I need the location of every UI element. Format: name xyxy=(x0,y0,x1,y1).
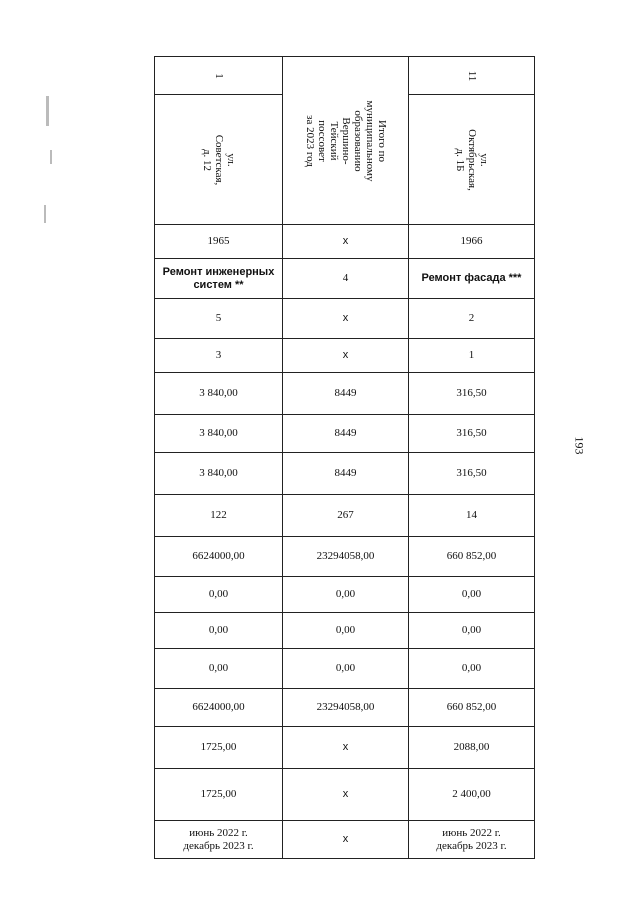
table-cell: 2 xyxy=(409,299,535,339)
table-cell: 4 xyxy=(283,259,409,299)
table-cell: 660 852,00 xyxy=(409,689,535,727)
table-cell: 1725,00 xyxy=(155,769,283,821)
table-row xyxy=(155,769,535,821)
table-cell: х xyxy=(283,225,409,259)
table-row xyxy=(155,495,535,537)
table-cell: 3 xyxy=(155,339,283,373)
table-row xyxy=(155,339,535,373)
column-number-row xyxy=(155,57,535,95)
table-row xyxy=(155,225,535,259)
table-cell: 316,50 xyxy=(409,373,535,415)
table-cell: 0,00 xyxy=(155,649,283,689)
scan-mark xyxy=(50,150,52,164)
table-row xyxy=(155,259,535,299)
table-cell: 1966 xyxy=(409,225,535,259)
table-cell: Ремонт фасада *** xyxy=(409,259,535,299)
total-header-cell: Итого по муниципальному образованию Вершино-Тейский поссовет за 2023 год xyxy=(283,57,409,225)
column-number-cell: 11 xyxy=(409,57,535,95)
table-cell: 1965 xyxy=(155,225,283,259)
table-cell: 8449 xyxy=(283,453,409,495)
scan-mark xyxy=(44,205,46,223)
table-cell: 2 400,00 xyxy=(409,769,535,821)
table-cell: х xyxy=(283,769,409,821)
table-cell: 0,00 xyxy=(283,613,409,649)
table-cell: 6624000,00 xyxy=(155,537,283,577)
table-cell: 14 xyxy=(409,495,535,537)
table-cell: х xyxy=(283,727,409,769)
table-cell: 6624000,00 xyxy=(155,689,283,727)
table-cell: 0,00 xyxy=(409,649,535,689)
table-row xyxy=(155,649,535,689)
column-number-cell: 1 xyxy=(155,57,283,95)
data-table xyxy=(154,56,535,859)
table-row xyxy=(155,689,535,727)
table-cell: 3 840,00 xyxy=(155,415,283,453)
column-header-cell: ул. Октябрьская, д. 1Б xyxy=(409,95,535,225)
table-row xyxy=(155,453,535,495)
table-cell: 316,50 xyxy=(409,415,535,453)
table-cell: 660 852,00 xyxy=(409,537,535,577)
table-row xyxy=(155,299,535,339)
table-cell: х xyxy=(283,339,409,373)
table-cell: 0,00 xyxy=(409,613,535,649)
table-cell: х xyxy=(283,299,409,339)
table-cell: 8449 xyxy=(283,373,409,415)
table-row xyxy=(155,821,535,859)
page-number: 193 xyxy=(572,436,587,455)
table-cell: Ремонт инженерных систем ** xyxy=(155,259,283,299)
table-row xyxy=(155,613,535,649)
table-row xyxy=(155,577,535,613)
scan-mark xyxy=(46,96,49,126)
table-row xyxy=(155,537,535,577)
table-cell: 1725,00 xyxy=(155,727,283,769)
table-cell: 23294058,00 xyxy=(283,537,409,577)
table-cell: 122 xyxy=(155,495,283,537)
table-row xyxy=(155,415,535,453)
table-cell: 2088,00 xyxy=(409,727,535,769)
table-cell: 0,00 xyxy=(155,577,283,613)
table-cell: июнь 2022 г. декабрь 2023 г. xyxy=(155,821,283,859)
table-cell: 0,00 xyxy=(283,577,409,613)
table-cell: 23294058,00 xyxy=(283,689,409,727)
table-cell: 0,00 xyxy=(409,577,535,613)
table-cell: 316,50 xyxy=(409,453,535,495)
table-cell: 5 xyxy=(155,299,283,339)
table-cell: 1 xyxy=(409,339,535,373)
column-header-cell: ул. Советская, д. 12 xyxy=(155,95,283,225)
table-cell: июнь 2022 г. декабрь 2023 г. xyxy=(409,821,535,859)
table-cell: х xyxy=(283,821,409,859)
table-row xyxy=(155,373,535,415)
table-row xyxy=(155,727,535,769)
table-cell: 0,00 xyxy=(155,613,283,649)
table-cell: 0,00 xyxy=(283,649,409,689)
table-cell: 3 840,00 xyxy=(155,373,283,415)
table-cell: 267 xyxy=(283,495,409,537)
table-cell: 8449 xyxy=(283,415,409,453)
table-cell: 3 840,00 xyxy=(155,453,283,495)
